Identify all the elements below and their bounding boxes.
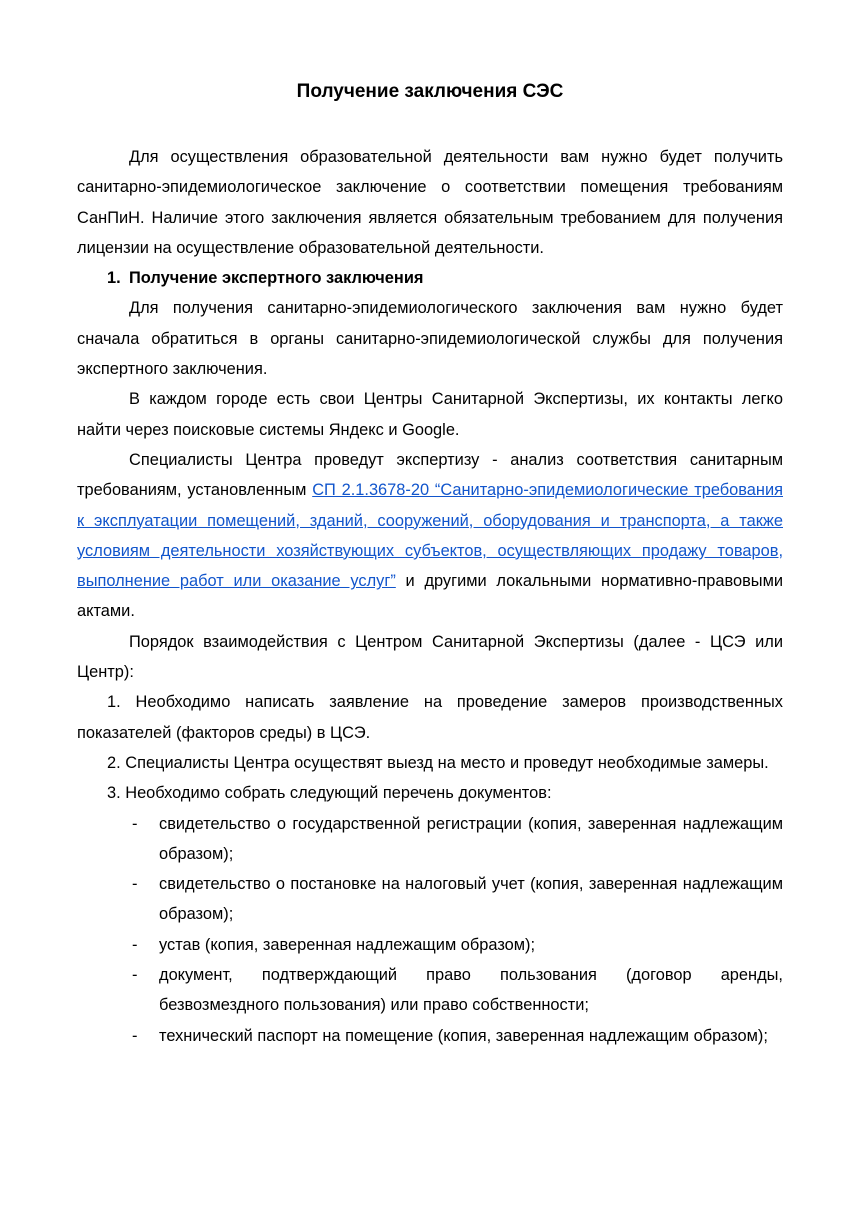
document-list-item <box>77 1021 783 1051</box>
list-dash: - <box>132 814 138 833</box>
section-number: 1. <box>107 269 121 288</box>
document-list-text: свидетельство о государственной регистрации (копия, заверенная надлежащим образом); <box>159 814 783 863</box>
step-text: Необходимо собрать следующий перечень документов: <box>125 784 552 803</box>
section-heading-text: Получение экспертного заключения <box>129 269 424 288</box>
document-list-text: документ, подтверждающий право пользования (договор аренды, безвозмездного пользования) или право собственности; <box>159 966 783 1015</box>
step-number: 1. <box>107 693 121 712</box>
document-list-text: устав (копия, заверенная надлежащим образом); <box>159 935 536 954</box>
step-item <box>77 687 783 748</box>
document-list-item <box>77 930 783 960</box>
document-list-item <box>77 960 783 1021</box>
list-dash: - <box>132 935 138 954</box>
specialists-text-after: и другими локальными нормативно-правовыми актами. <box>77 572 783 621</box>
document-list-item <box>77 809 783 870</box>
step-text: Необходимо написать заявление на проведение замеров производственных показателей (факторов среды) в ЦСЭ. <box>77 693 783 742</box>
order-paragraph: Порядок взаимодействия с Центром Санитарной Экспертизы (далее - ЦСЭ или Центр): <box>77 632 783 682</box>
list-dash: - <box>132 875 138 894</box>
step-item <box>77 748 783 778</box>
list-dash: - <box>132 1026 138 1045</box>
step-number: 3. <box>107 784 121 803</box>
expert-paragraph: Для получения санитарно-эпидемиологического заключения вам нужно будет сначала обратиться в органы санитарно-эпидемиологической службы для получения экспертного заключения. <box>77 299 783 379</box>
document-list-text: технический паспорт на помещение (копия, заверенная надлежащим образом); <box>159 1026 768 1045</box>
specialists-text-before: Специалисты Центра проведут экспертизу - анализ соответствия санитарным требованиям, установленным <box>77 450 783 500</box>
intro-paragraph: Для осуществления образовательной деятельности вам нужно будет получить санитарно-эпидемиологическое заключение о соответствии помещения требованиям СанПиН. Наличие этого заключения является обязательным требованием для получения лицензии на осуществление образовательной деятельности. <box>77 148 783 257</box>
document-list-item <box>77 869 783 930</box>
step-item <box>77 778 783 808</box>
step-text: Специалисты Центра осуществят выезд на место и проведут необходимые замеры. <box>125 753 769 772</box>
specialists-paragraph <box>77 445 783 627</box>
list-dash: - <box>132 966 138 985</box>
document-body <box>77 142 783 1051</box>
centers-paragraph: В каждом городе есть свои Центры Санитарной Экспертизы, их контакты легко найти через поисковые системы Яндекс и Google. <box>77 390 783 439</box>
page-title: Получение заключения СЭС <box>296 81 564 102</box>
step-number: 2. <box>107 753 121 772</box>
sanpin-link[interactable]: СП 2.1.3678-20 “Санитарно-эпидемиологические требования к эксплуатации помещений, зданий, сооружений, оборудования и транспорта, а также условиям деятельности хозяйствующих субъектов, осуществляющих продажу товаров, выполнение работ или оказание услуг” <box>77 481 784 591</box>
document-list-text: свидетельство о постановке на налоговый учет (копия, заверенная надлежащим образом); <box>159 875 783 924</box>
section-heading <box>77 263 783 293</box>
